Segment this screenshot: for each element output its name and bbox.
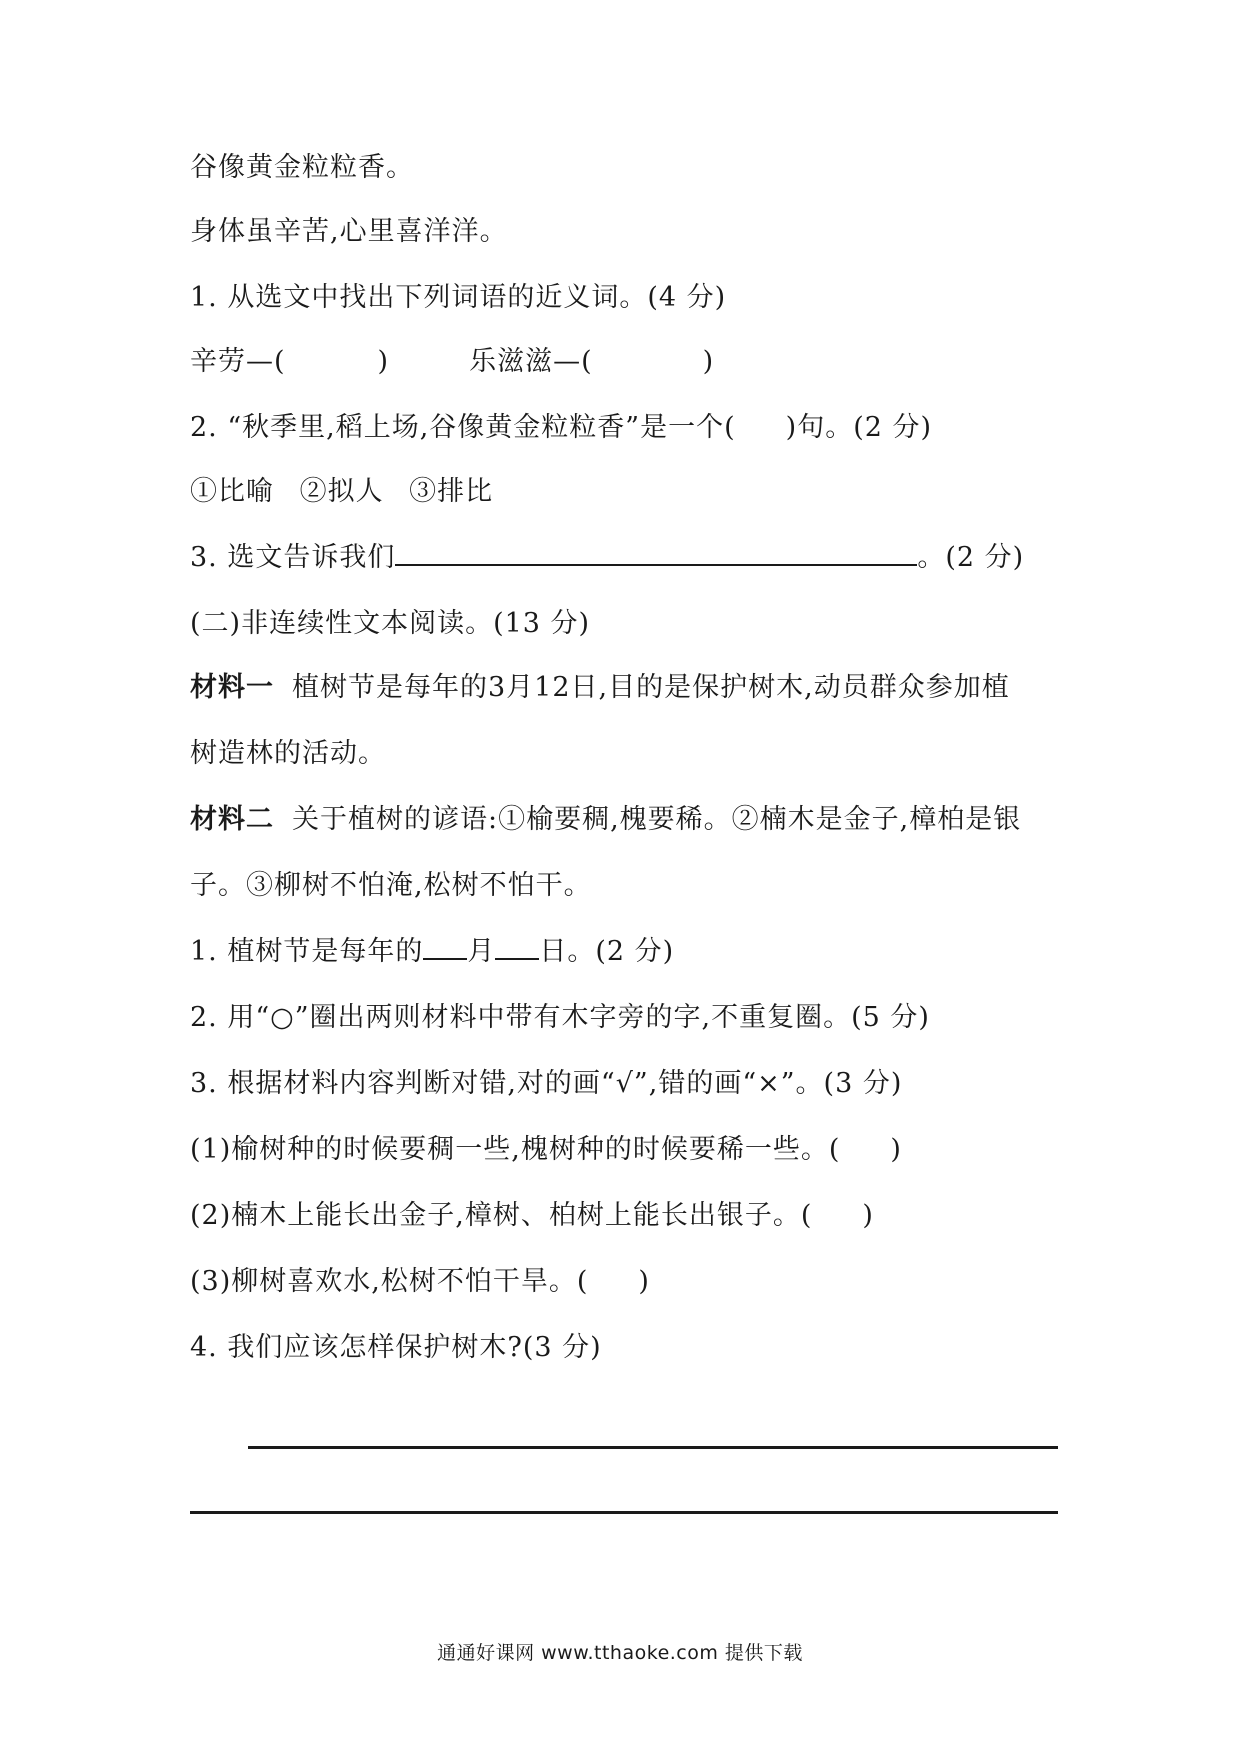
material-2-line-1: 材料二 关于植树的谚语:①榆要稠,槐要稀。②楠木是金子,樟柏是银 xyxy=(190,804,1022,835)
question-1-3: 3. 选文告诉我们 。(2 分) xyxy=(190,538,1024,578)
judgement-item-2: (2)楠木上能长出金子,樟树、柏树上能长出银子。( ) xyxy=(190,1200,874,1231)
question-2-4: 4. 我们应该怎样保护树木?(3 分) xyxy=(190,1332,602,1363)
poem-line-1: 谷像黄金粒粒香。 xyxy=(190,152,414,183)
synonym-row: 辛劳—( ) 乐滋滋—( ) xyxy=(190,346,715,377)
day-blank[interactable] xyxy=(495,932,539,960)
section-2-heading: (二)非连续性文本阅读。(13 分) xyxy=(190,608,591,639)
answer-line-2[interactable] xyxy=(190,1511,1058,1514)
poem-line-2: 身体虽辛苦,心里喜洋洋。 xyxy=(190,216,508,247)
judgement-item-1: (1)榆树种的时候要稠一些,槐树种的时候要稀一些。( ) xyxy=(190,1134,902,1165)
answer-line[interactable] xyxy=(395,538,917,566)
material-2-label: 材料二 xyxy=(190,804,274,835)
synonym-word-2: 乐滋滋—( xyxy=(469,346,593,377)
month-blank[interactable] xyxy=(423,932,467,960)
question-1-1: 1. 从选文中找出下列词语的近义词。(4 分) xyxy=(190,282,727,313)
question-2-2: 2. 用“○”圈出两则材料中带有木字旁的字,不重复圈。(5 分) xyxy=(190,1002,930,1033)
footer-text: 通通好课网 www.tthaoke.com 提供下载 xyxy=(437,1642,803,1664)
question-1-2: 2. “秋季里,稻上场,谷像黄金粒粒香”是一个( )句。(2 分) xyxy=(190,412,933,443)
material-1-line-1: 材料一 植树节是每年的3月12日,目的是保护树木,动员群众参加植 xyxy=(190,672,1010,703)
question-2-1: 1. 植树节是每年的 月 日。(2 分) xyxy=(190,932,674,972)
judgement-item-3: (3)柳树喜欢水,松树不怕干旱。( ) xyxy=(190,1266,650,1297)
synonym-word-1: 辛劳—( xyxy=(190,346,286,377)
answer-line-1[interactable] xyxy=(248,1446,1058,1449)
material-1-label: 材料一 xyxy=(190,672,274,703)
question-2-3: 3. 根据材料内容判断对错,对的画“√”,错的画“×”。(3 分) xyxy=(190,1068,903,1099)
material-1-line-2: 树造林的活动。 xyxy=(190,738,386,769)
question-1-2-options: ①比喻 ②拟人 ③排比 xyxy=(190,476,494,507)
material-2-line-2: 子。③柳树不怕淹,松树不怕干。 xyxy=(190,870,592,901)
